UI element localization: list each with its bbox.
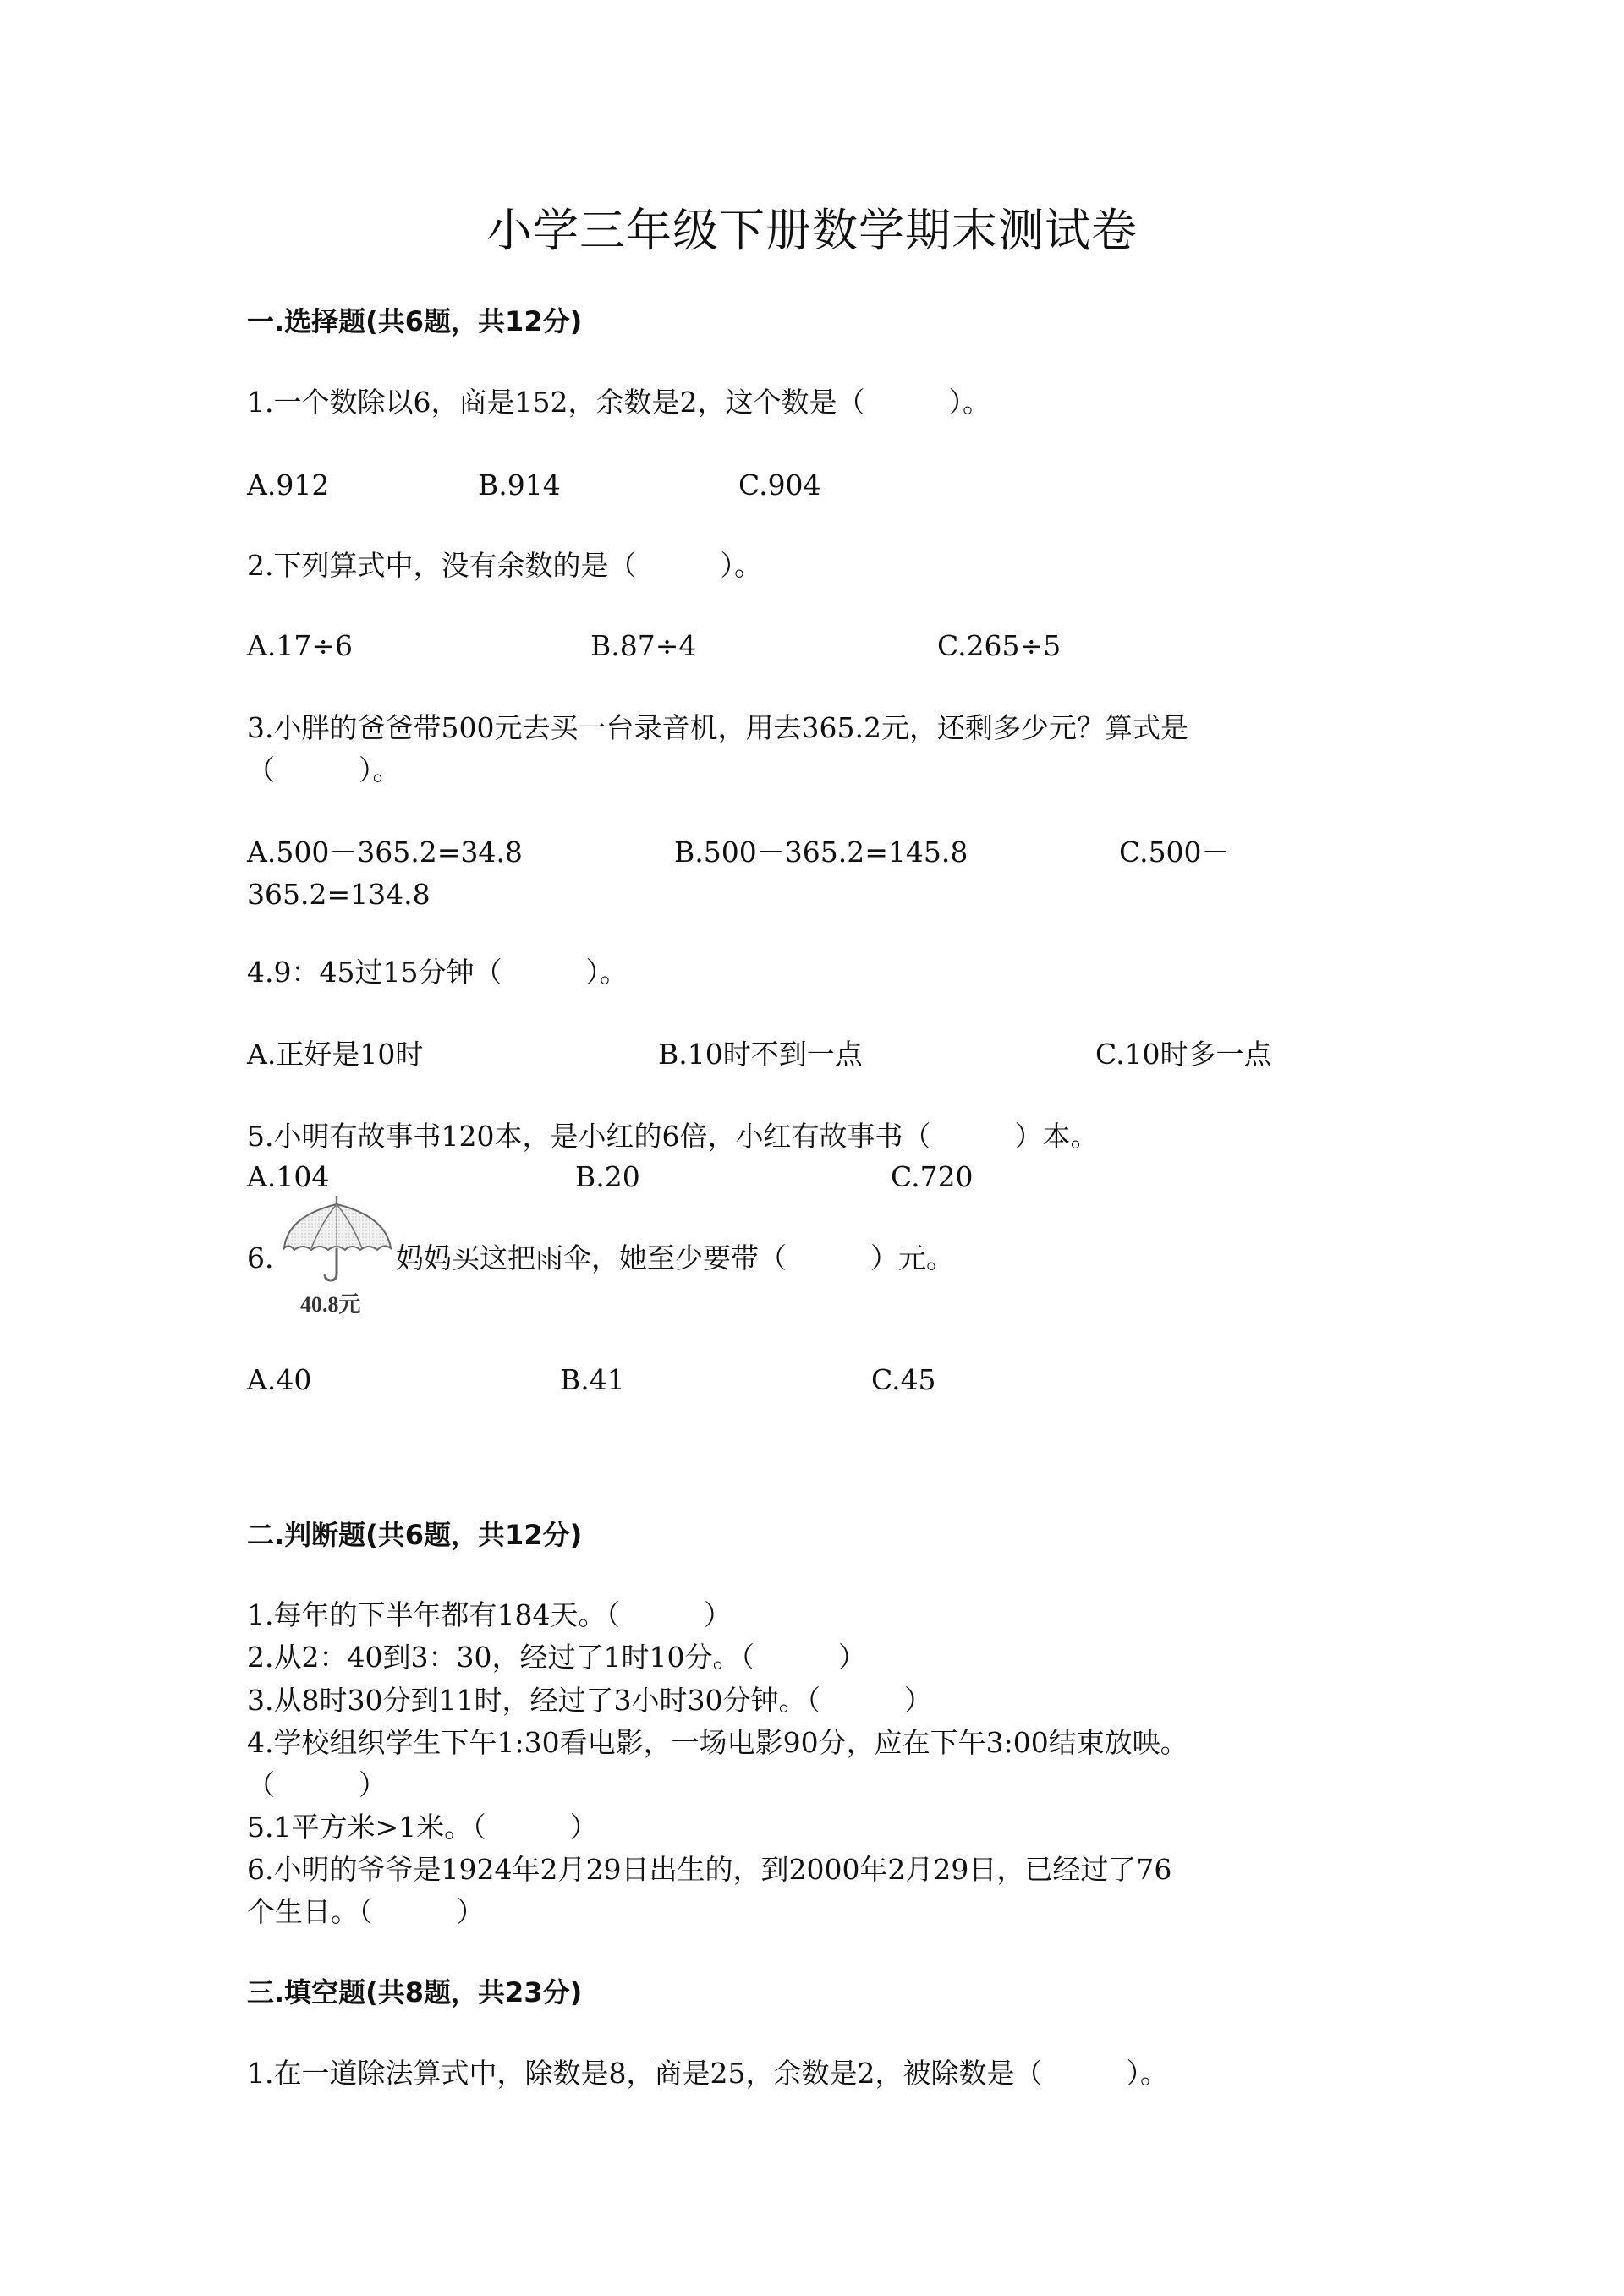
question-1-5: 5.小明有故事书120本，是小红的6倍，小红有故事书（ ）本。	[247, 1120, 1099, 1153]
option-b: B.20	[575, 1160, 640, 1193]
section-heading-fill-blank: 三.填空题(共8题，共23分)	[247, 1976, 583, 2008]
question-2-1: 1.每年的下半年都有184天。（ ）	[247, 1598, 732, 1631]
question-1-3-line2: （ ）。	[247, 753, 401, 786]
option-a: A.正好是10时	[247, 1038, 424, 1071]
option-a: A.40	[247, 1363, 312, 1396]
section-heading-choice: 一.选择题(共6题，共12分)	[247, 305, 583, 337]
question-1-6: 妈妈买这把雨伞，她至少要带（ ）元。	[396, 1241, 954, 1274]
question-2-5: 5.1平方米>1米。（ ）	[247, 1811, 598, 1844]
question-3-1: 1.在一道除法算式中，除数是8，商是25，余数是2，被除数是（ ）。	[247, 2057, 1168, 2090]
question-1-1: 1.一个数除以6，商是152，余数是2，这个数是（ ）。	[247, 386, 990, 419]
question-1-6-number: 6.	[247, 1241, 274, 1274]
question-1-3-line1: 3.小胖的爸爸带500元去买一台录音机，用去365.2元，还剩多少元？算式是	[247, 711, 1188, 744]
question-2-4-line2: （ ）	[247, 1768, 387, 1801]
option-c: C.265÷5	[937, 629, 1062, 662]
option-b: B.41	[560, 1363, 625, 1396]
section-heading-judgement: 二.判断题(共6题，共12分)	[247, 1519, 583, 1551]
umbrella-price-label: 40.8元	[300, 1292, 361, 1317]
option-c: C.10时多一点	[1095, 1038, 1272, 1071]
question-2-6-line1: 6.小明的爷爷是1924年2月29日出生的，到2000年2月29日，已经过了76	[247, 1853, 1172, 1886]
question-2-2: 2.从2：40到3：30，经过了1时10分。（ ）	[247, 1641, 866, 1674]
option-c: C.720	[891, 1160, 974, 1193]
option-b: B.500－365.2=145.8	[674, 836, 968, 869]
option-b: B.914	[478, 469, 561, 501]
option-b: B.10时不到一点	[658, 1038, 863, 1071]
option-a: A.17÷6	[247, 629, 353, 662]
option-a: A.912	[247, 469, 330, 501]
question-1-4: 4.9：45过15分钟（ ）。	[247, 956, 628, 989]
option-c: C.500－	[1119, 836, 1230, 869]
question-2-3: 3.从8时30分到11时，经过了3小时30分钟。（ ）	[247, 1684, 932, 1717]
question-2-4-line1: 4.学校组织学生下午1:30看电影，一场电影90分，应在下午3:00结束放映。	[247, 1726, 1188, 1759]
question-2-6-line2: 个生日。（ ）	[247, 1895, 485, 1928]
option-c: C.904	[738, 469, 821, 501]
option-c-continued: 365.2=134.8	[247, 878, 431, 911]
question-1-2: 2.下列算式中，没有余数的是（ ）。	[247, 549, 762, 582]
option-c: C.45	[871, 1363, 936, 1396]
option-a: A.500－365.2=34.8	[247, 836, 523, 869]
page-title: 小学三年级下册数学期末测试卷	[486, 204, 1138, 257]
option-a: A.104	[247, 1160, 330, 1193]
option-b: B.87÷4	[590, 629, 697, 662]
